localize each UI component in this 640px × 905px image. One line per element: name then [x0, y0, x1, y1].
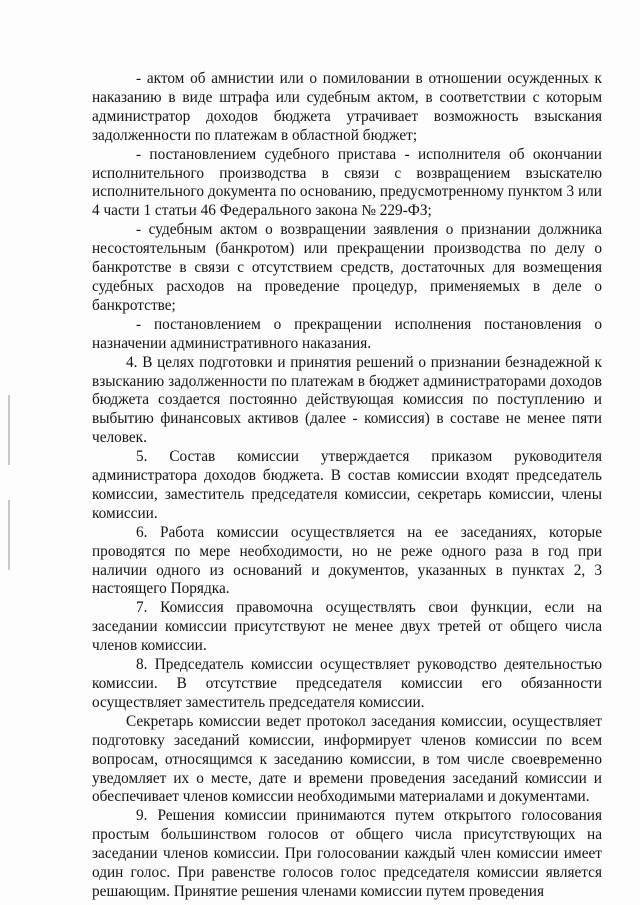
document-body — [92, 70, 602, 902]
paragraph-item-9: 9. Решения комиссии принимаются путем открытого голосования простым большинством голосов от общего числа присутствующих на заседании членов комиссии. При голосовании каждый член комиссии имеет один голос. При равенстве голосов голос председателя комиссии является решающим. Принятие решения членами комиссии путем проведения — [92, 807, 602, 900]
paragraph-administrative: - постановлением о прекращении исполнения постановления о назначении административного наказания. — [92, 315, 602, 352]
paragraph-item-8: 8. Председатель комиссии осуществляет руководство деятельностью комиссии. В отсутствие председателя комиссии его обязанности осуществляет заместитель председателя комиссии. — [92, 656, 602, 711]
paragraph-item-6: 6. Работа комиссии осуществляется на ее заседаниях, которые проводятся по мере необходимости, но не реже одного раза в год при наличии одного из оснований и документов, указанных в пунктах 2, 3 настоящего Порядка. — [92, 523, 602, 598]
paragraph-bailiff: - постановлением судебного пристава - исполнителя об окончании исполнительного производства в связи с возвращением взыскателю исполнительного документа по основанию, предусмотренному пунктом 3 или 4 части 1 статьи 46 Федерального закона № 229-ФЗ; — [92, 145, 602, 220]
paragraph-item-7: 7. Комиссия правомочна осуществлять свои функции, если на заседании комиссии присутствуют не менее двух третей от общего числа членов комиссии. — [92, 599, 602, 655]
paragraph-bankruptcy: - судебным актом о возвращении заявления о признании должника несостоятельным (банкротом) или прекращении производства по делу о банкротстве в связи с отсутствием средств, достаточных для возмещения судебных расходов на проведение процедур, применяемых в деле о банкротстве; — [92, 221, 602, 314]
paragraph-item-5: 5. Состав комиссии утверждается приказом руководителя администратора доходов бюджета. В состав комиссии входят председатель комиссии, заместитель председателя комиссии, секретарь комиссии, члены комиссии. — [92, 448, 602, 522]
scan-edge-mark — [8, 395, 10, 465]
paragraph-item-4: 4. В целях подготовки и принятия решений о признании безнадежной к взысканию задолженности по платежам в бюджет администраторами доходов бюджета создается постоянно действующая комиссия по поступлению и выбытию финансовых активов (далее - комиссия) в составе не менее пяти человек. — [92, 353, 602, 447]
paragraph-secretary: Секретарь комиссии ведет протокол заседания комиссии, осуществляет подготовку заседаний комиссии, информирует членов комиссии по всем вопросам, относящимся к заседанию комиссии, в том числе своевременно уведомляет их о месте, дате и времени проведения заседаний комиссии и обеспечивает членов комиссии необходимыми материалами и документами. — [92, 712, 602, 806]
paragraph-amnesty: - актом об амнистии или о помиловании в отношении осужденных к наказанию в виде штрафа или судебным актом, в соответствии с которым администратор доходов бюджета утрачивает возможность взыскания задолженности по платежам в областной бюджет; — [92, 70, 602, 144]
scan-edge-mark — [8, 500, 10, 570]
